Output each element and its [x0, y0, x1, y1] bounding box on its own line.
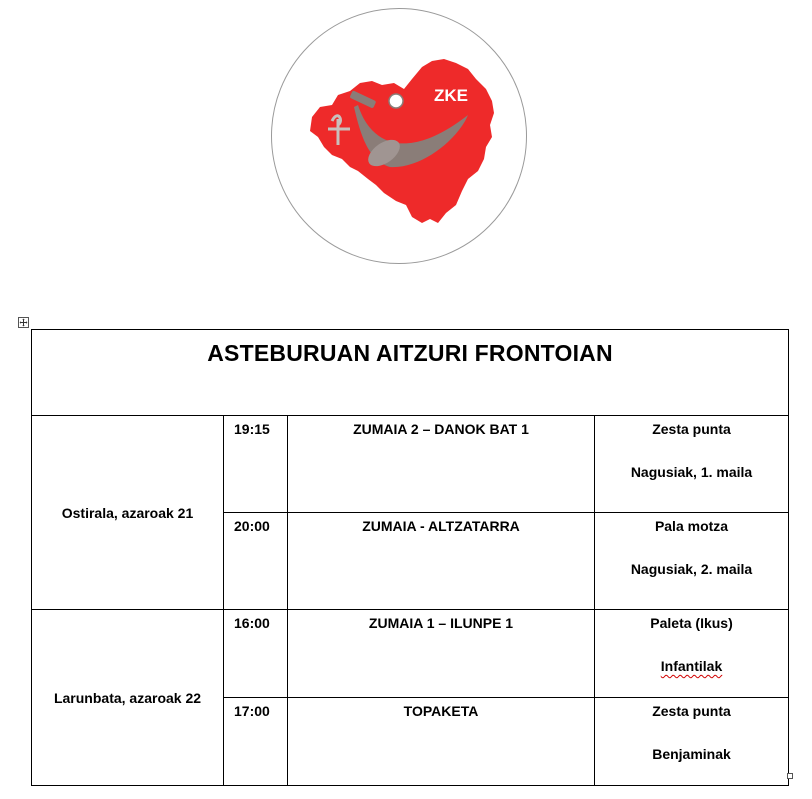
sport-label: Zesta punta	[652, 421, 731, 437]
category-cell	[595, 513, 789, 610]
category-label: Benjaminak	[652, 745, 731, 762]
table-row	[32, 610, 789, 698]
sport-label: Pala motza	[654, 518, 729, 534]
category-cell	[595, 698, 789, 786]
time-cell: 16:00	[224, 610, 288, 698]
table-resize-handle[interactable]	[787, 773, 793, 779]
move-arrows-icon	[19, 318, 28, 327]
day-cell: Ostirala, azaroak 21	[32, 416, 224, 610]
logo-text: ZKE	[434, 86, 468, 105]
match-cell: ZUMAIA 1 – ILUNPE 1	[288, 610, 595, 698]
match-cell: ZUMAIA 2 – DANOK BAT 1	[288, 416, 595, 513]
category-label: Infantilak	[660, 657, 723, 674]
match-cell: TOPAKETA	[288, 698, 595, 786]
schedule-table	[31, 329, 789, 786]
table-title: ASTEBURUAN AITZURI FRONTOIAN	[32, 330, 789, 416]
sport-label: Paleta (Ikus)	[650, 615, 733, 631]
table-row	[32, 416, 789, 513]
time-cell: 19:15	[224, 416, 288, 513]
basque-map-emblem	[272, 9, 527, 264]
category-cell	[595, 610, 789, 698]
time-cell: 20:00	[224, 513, 288, 610]
category-label: Nagusiak, 1. maila	[630, 463, 753, 480]
time-cell: 17:00	[224, 698, 288, 786]
club-logo	[271, 8, 527, 264]
day-cell: Larunbata, azaroak 22	[32, 610, 224, 786]
ball-icon	[389, 94, 403, 108]
table-move-handle[interactable]	[18, 317, 29, 328]
category-label: Nagusiak, 2. maila	[630, 560, 753, 577]
category-cell	[595, 416, 789, 513]
match-cell: ZUMAIA - ALTZATARRA	[288, 513, 595, 610]
sport-label: Zesta punta	[652, 703, 731, 719]
